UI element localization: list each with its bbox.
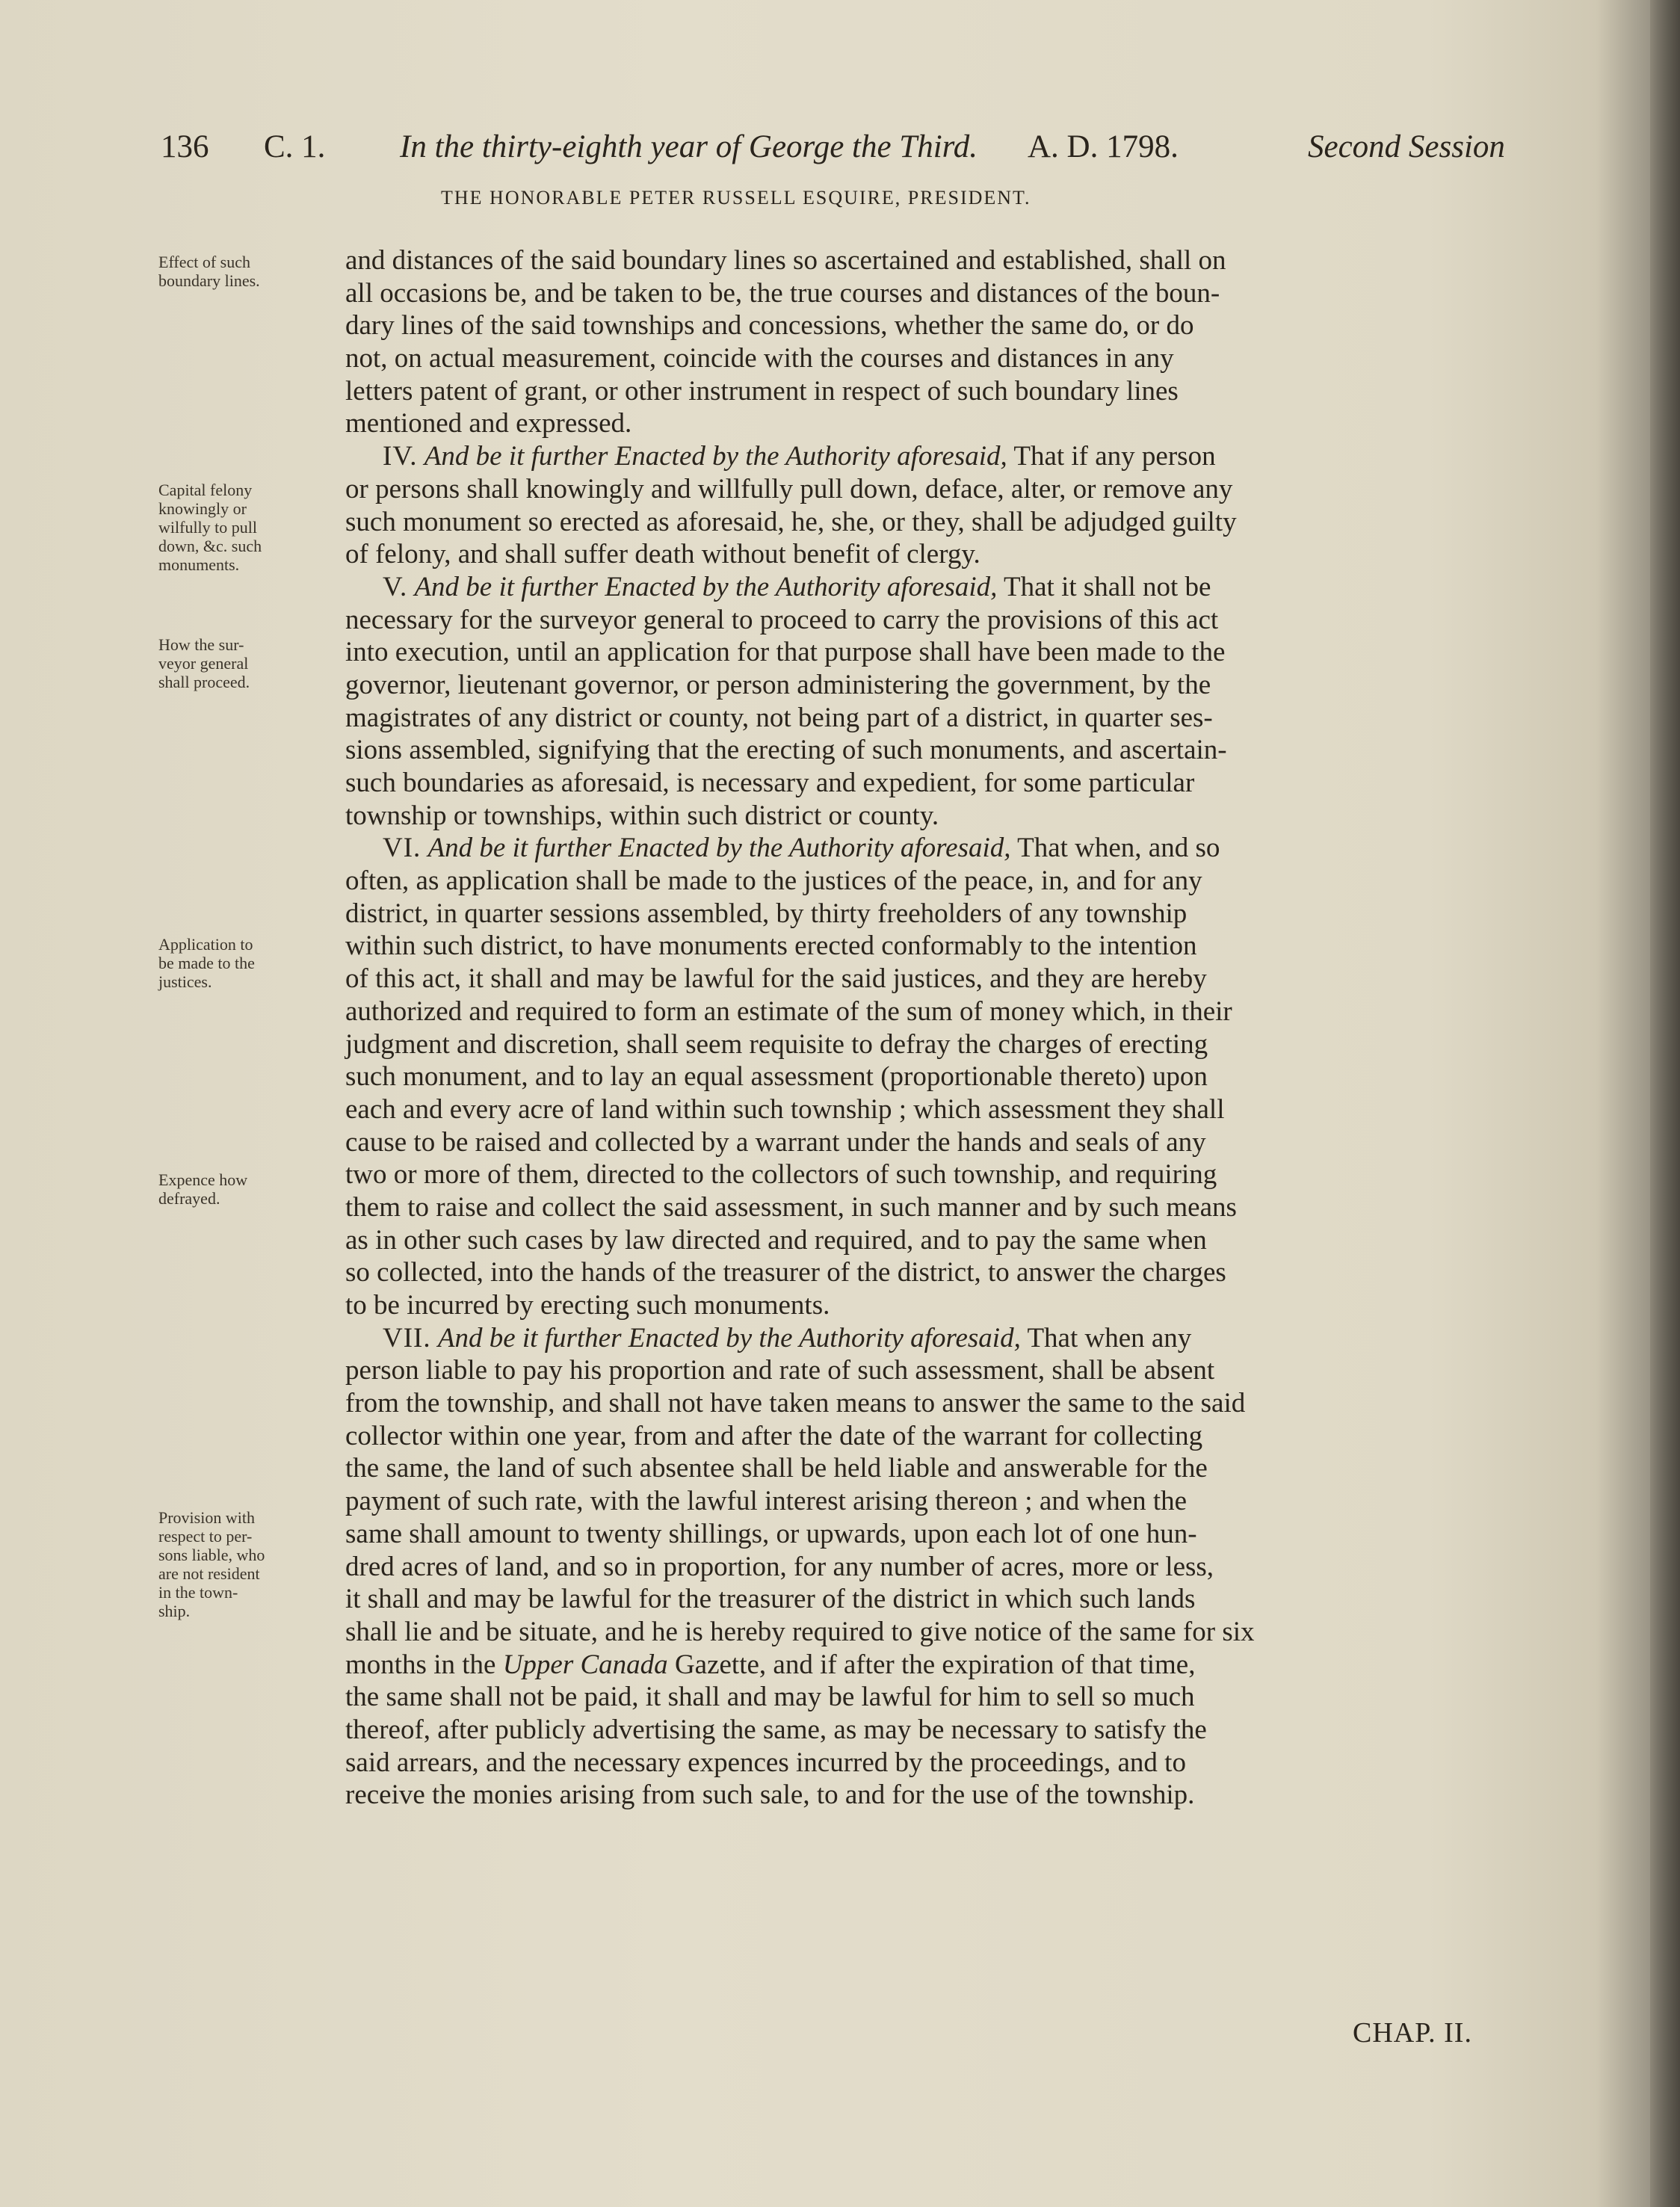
text-line (345, 1061, 1541, 1093)
text-line (345, 1583, 1541, 1616)
text-line-t: such boundaries as aforesaid, is necessary and expedient, for some particular (345, 768, 1195, 798)
text-line (345, 277, 1541, 310)
text-line (345, 604, 1541, 637)
running-head (161, 129, 1543, 173)
margin-note (158, 1508, 334, 1620)
text-line (345, 1191, 1541, 1224)
text-line-lead: VII. (383, 1322, 431, 1353)
text-line (345, 309, 1541, 342)
text-line-t: collector within one year, from and after the date of the warrant for collecting (345, 1420, 1203, 1451)
text-line-t: such monument, and to lay an equal assessment (proportionable thereto) upon (345, 1061, 1208, 1093)
text-line (345, 734, 1541, 767)
body-text (345, 244, 1541, 1812)
text-line-t: shall lie and be situate, and he is hereby required to give notice of the same for six (345, 1616, 1255, 1647)
text-line-t: the same, the land of such absentee shall be held liable and answerable for the (345, 1453, 1208, 1484)
year: A. D. 1798. (1028, 129, 1179, 164)
margin-note (158, 635, 334, 691)
text-line (345, 571, 1541, 604)
text-line-ital: And be it further Enacted by the Authority aforesaid, (424, 441, 1007, 472)
text-line (345, 636, 1541, 669)
text-line (345, 767, 1541, 800)
text-line (345, 865, 1541, 898)
text-line-ital: And be it further Enacted by the Authority aforesaid, (427, 833, 1011, 864)
text-line-t: of felony, and shall suffer death without benefit of clergy. (345, 539, 980, 570)
catchword: CHAP. II. (1353, 2017, 1472, 2049)
text-line-t: Gazette, and if after the expiration of that time, (674, 1649, 1196, 1680)
text-line-t: of this act, it shall and may be lawful for the said justices, and they are hereby (345, 963, 1207, 995)
text-line-t: district, in quarter sessions assembled, by thirty freeholders of any township (345, 898, 1188, 929)
text-line (345, 1387, 1541, 1420)
text-line (345, 375, 1541, 408)
margin-note-line: Effect of such (158, 253, 250, 271)
margin-note-line: down, &c. such (158, 537, 262, 555)
text-line-t: as in other such cases by law directed and required, and to pay the same when (345, 1224, 1207, 1256)
margin-note-line: Application to (158, 935, 253, 954)
page-edge-shadow (1650, 0, 1680, 2207)
margin-note-line: justices. (158, 972, 212, 991)
text-line-t: and distances of the said boundary lines so ascertained and established, shall on (345, 245, 1226, 276)
text-line-t: often, as application shall be made to the justices of the peace, in, and for any (345, 865, 1202, 897)
text-line (345, 800, 1541, 833)
text-line-t: to be incurred by erecting such monuments. (345, 1290, 830, 1321)
margin-note-line: wilfully to pull (158, 518, 257, 537)
margin-note-line: respect to per- (158, 1527, 253, 1546)
text-line-t: it shall and may be lawful for the treasurer of the district in which such lands (345, 1584, 1196, 1615)
text-line-t: the same shall not be paid, it shall and may be lawful for him to sell so much (345, 1682, 1195, 1713)
text-line (345, 898, 1541, 930)
text-line (345, 1093, 1541, 1126)
text-line (345, 1779, 1541, 1812)
text-line (345, 1028, 1541, 1061)
text-line-t: such monument so erected as aforesaid, he, she, or they, shall be adjudged guilty (345, 506, 1237, 537)
text-line-t: dary lines of the said townships and concessions, whether the same do, or do (345, 310, 1194, 342)
text-line-t: thereof, after publicly advertising the same, as may be necessary to satisfy the (345, 1714, 1207, 1745)
text-line-lead: IV. (383, 441, 418, 472)
text-line-t: magistrates of any district or county, not being part of a district, in quarter ses- (345, 702, 1213, 733)
text-line-t: them to raise and collect the said assessment, in such manner and by such means (345, 1191, 1237, 1223)
text-line (345, 1289, 1541, 1322)
text-line-t: payment of such rate, with the lawful interest arising thereon ; and when the (345, 1486, 1188, 1517)
text-line-ital: And be it further Enacted by the Authority aforesaid, (437, 1322, 1021, 1353)
margin-note-line: in the town- (158, 1583, 238, 1602)
margin-note-line: How the sur- (158, 635, 244, 654)
text-line-t: That if any person (1013, 441, 1216, 472)
text-line (345, 1256, 1541, 1289)
text-line (345, 1747, 1541, 1780)
text-line (345, 1158, 1541, 1191)
text-line (345, 1420, 1541, 1453)
text-line (345, 963, 1541, 996)
text-line-lead: VI. (383, 833, 421, 864)
text-line-t: mentioned and expressed. (345, 408, 632, 439)
text-line-t: township or townships, within such district or county. (345, 800, 939, 831)
chapter-number: C. 1. (264, 129, 326, 164)
margin-note (158, 253, 334, 290)
text-line-t: judgment and discretion, shall seem requisite to defray the charges of erecting (345, 1028, 1208, 1060)
text-line (345, 832, 1541, 865)
text-line-pre: months in the (345, 1649, 496, 1680)
margin-note-line: knowingly or (158, 499, 247, 518)
text-line-ital: And be it further Enacted by the Authority aforesaid, (414, 571, 998, 602)
margin-note-line: sons liable, who (158, 1546, 265, 1564)
text-line-t: or persons shall knowingly and willfully pull down, deface, alter, or remove any (345, 473, 1233, 504)
text-line (345, 669, 1541, 702)
text-line-t: receive the monies arising from such sale, to and for the use of the township. (345, 1780, 1195, 1811)
margin-note-line: Expence how (158, 1170, 248, 1189)
text-line-t: into execution, until an application for that purpose shall have been made to the (345, 637, 1226, 668)
text-line (345, 1649, 1541, 1682)
text-line-t: That when any (1027, 1322, 1192, 1353)
page-number: 136 (161, 129, 209, 164)
text-line-t: all occasions be, and be taken to be, the true courses and distances of the boun- (345, 277, 1220, 309)
text-line-t: each and every acre of land within such township ; which assessment they shall (345, 1093, 1225, 1125)
text-line (345, 538, 1541, 571)
text-line-t: sions assembled, signifying that the erecting of such monuments, and ascertain- (345, 735, 1227, 766)
text-line (345, 702, 1541, 735)
text-line-t: That when, and so (1017, 833, 1220, 864)
text-line-t: same shall amount to twenty shillings, or upwards, upon each lot of one hun- (345, 1518, 1197, 1549)
margin-note-line: ship. (158, 1602, 191, 1620)
text-line (345, 1354, 1541, 1387)
text-line (345, 506, 1541, 539)
text-line-ital: Upper Canada (502, 1649, 668, 1680)
text-line-t: within such district, to have monuments erected conformably to the intention (345, 930, 1197, 962)
president-line: THE HONORABLE PETER RUSSELL ESQUIRE, PRESIDENT. (441, 187, 1031, 209)
text-line (345, 407, 1541, 440)
text-line (345, 996, 1541, 1028)
margin-note-line: be made to the (158, 954, 255, 972)
text-line-t: That it shall not be (1004, 571, 1211, 602)
text-line (345, 342, 1541, 375)
margin-note-line: are not resident (158, 1564, 260, 1583)
text-line-t: authorized and required to form an estimate of the sum of money which, in their (345, 996, 1232, 1027)
text-line (345, 1681, 1541, 1714)
text-line (345, 1224, 1541, 1257)
text-line (345, 1126, 1541, 1159)
text-line-t: said arrears, and the necessary expences incurred by the proceedings, and to (345, 1747, 1186, 1778)
text-line-t: from the township, and shall not have taken means to answer the same to the said (345, 1388, 1246, 1419)
text-line-t: so collected, into the hands of the treasurer of the district, to answer the charges (345, 1257, 1226, 1288)
text-line-t: letters patent of grant, or other instrument in respect of such boundary lines (345, 375, 1179, 407)
margin-note-line: monuments. (158, 555, 240, 574)
text-line-t: person liable to pay his proportion and rate of such assessment, shall be absent (345, 1355, 1215, 1386)
text-line-t: dred acres of land, and so in proportion, for any number of acres, more or less, (345, 1551, 1214, 1582)
text-line-t: two or more of them, directed to the collectors of such township, and requiring (345, 1159, 1217, 1191)
text-line-t: not, on actual measurement, coincide with the courses and distances in any (345, 343, 1174, 374)
text-line-t: cause to be raised and collected by a warrant under the hands and seals of any (345, 1126, 1206, 1158)
text-line (345, 930, 1541, 963)
text-line (345, 1485, 1541, 1518)
margin-note-line: Provision with (158, 1508, 255, 1527)
text-line (345, 440, 1541, 473)
text-line-lead: V. (383, 571, 408, 602)
text-line (345, 1714, 1541, 1747)
text-line (345, 1551, 1541, 1584)
reign-title: In the thirty-eighth year of George the Third. (400, 129, 978, 164)
text-line-t: governor, lieutenant governor, or person administering the government, by the (345, 669, 1211, 700)
text-line-t: necessary for the surveyor general to proceed to carry the provisions of this act (345, 604, 1219, 635)
session: Second Session (1308, 129, 1505, 164)
margin-note (158, 481, 334, 574)
text-line (345, 1518, 1541, 1551)
margin-note (158, 1170, 334, 1208)
text-line (345, 1322, 1541, 1355)
margin-note-line: Capital felony (158, 481, 253, 499)
margin-note-line: veyor general (158, 654, 249, 673)
text-line (345, 473, 1541, 506)
margin-note-line: defrayed. (158, 1189, 220, 1208)
margin-note (158, 935, 334, 991)
text-line (345, 1452, 1541, 1485)
text-line (345, 1616, 1541, 1649)
text-line (345, 244, 1541, 277)
margin-note-line: shall proceed. (158, 673, 250, 691)
margin-note-line: boundary lines. (158, 271, 260, 290)
